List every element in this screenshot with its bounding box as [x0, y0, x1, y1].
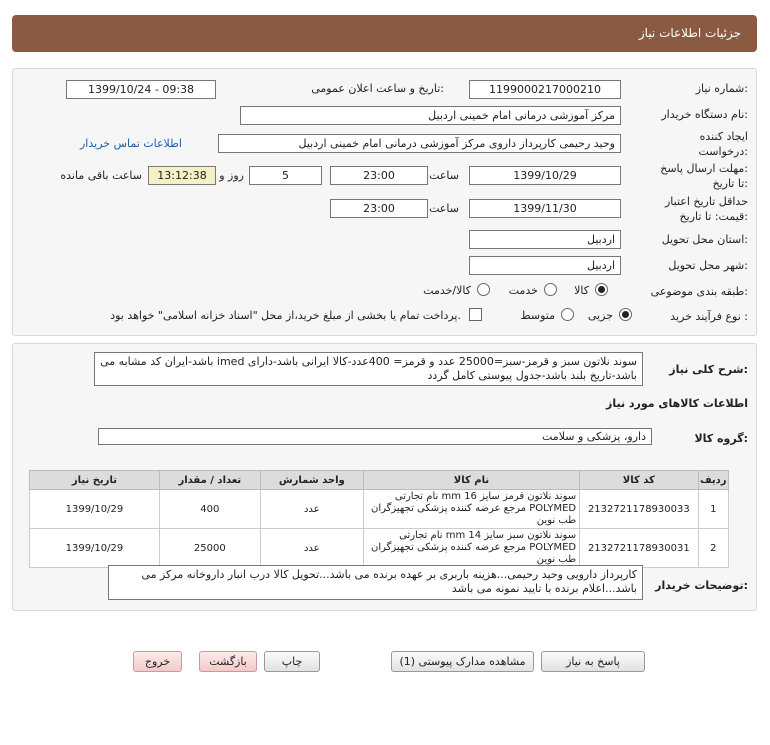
- row-number: 2: [698, 529, 728, 568]
- col-header-qty: تعداد / مقدار: [159, 471, 260, 490]
- goods-table: [29, 470, 729, 568]
- category-label: طبقه بندی موضوعی:: [650, 285, 748, 298]
- creator-label-2: درخواست:: [698, 145, 748, 158]
- category-radio-goods[interactable]: [595, 283, 608, 296]
- table-row: [30, 490, 729, 529]
- deadline-label-1: مهلت ارسال پاسخ:: [660, 162, 748, 175]
- col-header-row-num: ردیف: [698, 471, 728, 490]
- province-label: استان محل تحویل:: [661, 233, 748, 246]
- col-header-date: تاریخ نیاز: [30, 471, 160, 490]
- treasury-payment-note: پرداخت تمام یا بخشی از مبلغ خرید،از محل "اسناد خزانه اسلامی" خواهد بود.: [110, 309, 461, 322]
- remaining-label: ساعت باقی مانده: [60, 169, 142, 182]
- category-radio-goods-service[interactable]: [477, 283, 490, 296]
- item-code: 2132721178930033: [580, 490, 698, 529]
- buyer-notes-label: توضیحات خریدار:: [655, 579, 748, 592]
- page-header: [12, 15, 757, 52]
- buyer-org-label: نام دستگاه خریدار:: [661, 108, 748, 121]
- province-field: اردبیل: [469, 230, 621, 249]
- contact-info-link[interactable]: اطلاعات تماس خریدار: [80, 137, 182, 150]
- item-date: 1399/10/29: [30, 490, 160, 529]
- item-code: 2132721178930031: [580, 529, 698, 568]
- process-radio-partial[interactable]: [619, 308, 632, 321]
- validity-label-1: حداقل تاریخ اعتبار: [664, 195, 748, 208]
- days-label: روز و: [219, 169, 244, 182]
- description-label: شرح کلی نیاز:: [669, 363, 748, 376]
- process-label: نوع فرآیند خرید :: [670, 310, 748, 323]
- category-radio-service[interactable]: [544, 283, 557, 296]
- announce-field: 1399/10/24 - 09:38: [66, 80, 216, 99]
- category-option-service: خدمت: [508, 284, 538, 297]
- buyer-org-field: مرکز آموزشی درمانی امام خمینی اردبیل: [240, 106, 621, 125]
- treasury-payment-checkbox[interactable]: [469, 308, 482, 321]
- goods-table-header-row: [30, 471, 729, 490]
- exit-button[interactable]: خروج: [133, 651, 182, 672]
- goods-section-title: اطلاعات کالاهای مورد نیاز: [606, 397, 748, 410]
- creator-label-1: ایجاد کننده: [699, 130, 748, 143]
- buyer-notes-text: کارپرداز دارویی وحید رحیمی...هزینه باربری بر عهده برنده می باشد...تحویل کالا درب انبار داروخانه مرکز می باشد...اعلام برنده با تایید نمونه می باشد: [108, 565, 643, 600]
- col-header-name: نام کالا: [363, 471, 579, 490]
- print-button[interactable]: چاپ: [264, 651, 320, 672]
- page-title: جزئیات اطلاعات نیاز: [638, 26, 741, 40]
- goods-group-label: گروه کالا:: [694, 432, 748, 445]
- process-radio-medium[interactable]: [561, 308, 574, 321]
- item-qty: 400: [159, 490, 260, 529]
- city-field: اردبیل: [469, 256, 621, 275]
- row-number: 1: [698, 490, 728, 529]
- item-unit: عدد: [260, 490, 363, 529]
- category-option-goods: کالا: [574, 284, 589, 297]
- creator-field: وحید رحیمی کارپرداز داروی مرکز آموزشی درمانی امام خمینی اردبیل: [218, 134, 621, 153]
- description-text: سوند نلاتون سبز و قرمز-سبز=25000 عدد و قرمز= 400عدد-کالا ایرانی باشد-دارای imed باشد-ایران کد مشابه می باشد-تاریخ بلند باشد-جدول پیوستی کامل گردد: [94, 352, 643, 386]
- remaining-time-field: 13:12:38: [148, 166, 216, 185]
- view-attachments-button[interactable]: مشاهده مدارک پیوستی (1): [391, 651, 534, 672]
- need-number-label: شماره نیاز:: [695, 82, 748, 95]
- validity-date-field: 1399/11/30: [469, 199, 621, 218]
- back-button[interactable]: بازگشت: [199, 651, 257, 672]
- col-header-unit: واحد شمارش: [260, 471, 363, 490]
- process-option-medium: متوسط: [520, 309, 555, 322]
- validity-label-2: قیمت: تا تاریخ:: [679, 210, 748, 223]
- item-unit: عدد: [260, 529, 363, 568]
- item-date: 1399/10/29: [30, 529, 160, 568]
- deadline-time-label: ساعت: [429, 169, 459, 182]
- goods-group-field: دارو، پزشکی و سلامت: [98, 428, 652, 445]
- process-option-partial: جزیی: [587, 309, 613, 322]
- item-name: سوند نلاتون سبز سایز mm 14 نام تجارتی POLYMED مرجع عرضه کننده پزشکی تجهیزگران طب نوین: [363, 529, 579, 568]
- deadline-label-2: تا تاریخ:: [712, 177, 748, 190]
- need-number-field: 1199000217000210: [469, 80, 621, 99]
- announce-label: تاریخ و ساعت اعلان عمومی:: [311, 82, 444, 95]
- deadline-date-field: 1399/10/29: [469, 166, 621, 185]
- validity-time-field: 23:00: [330, 199, 428, 218]
- validity-time-label: ساعت: [429, 202, 459, 215]
- city-label: شهر محل تحویل:: [668, 259, 748, 272]
- days-remaining-field: 5: [249, 166, 322, 185]
- item-qty: 25000: [159, 529, 260, 568]
- col-header-code: کد کالا: [580, 471, 698, 490]
- category-option-goods-service: کالا/خدمت: [423, 284, 471, 297]
- item-name: سوند نلاتون قرمز سایز mm 16 نام تجارتی POLYMED مرجع عرضه کننده پزشکی تجهیزگران طب نوین: [363, 490, 579, 529]
- deadline-time-field: 23:00: [330, 166, 428, 185]
- table-row: [30, 529, 729, 568]
- reply-button[interactable]: پاسخ به نیاز: [541, 651, 645, 672]
